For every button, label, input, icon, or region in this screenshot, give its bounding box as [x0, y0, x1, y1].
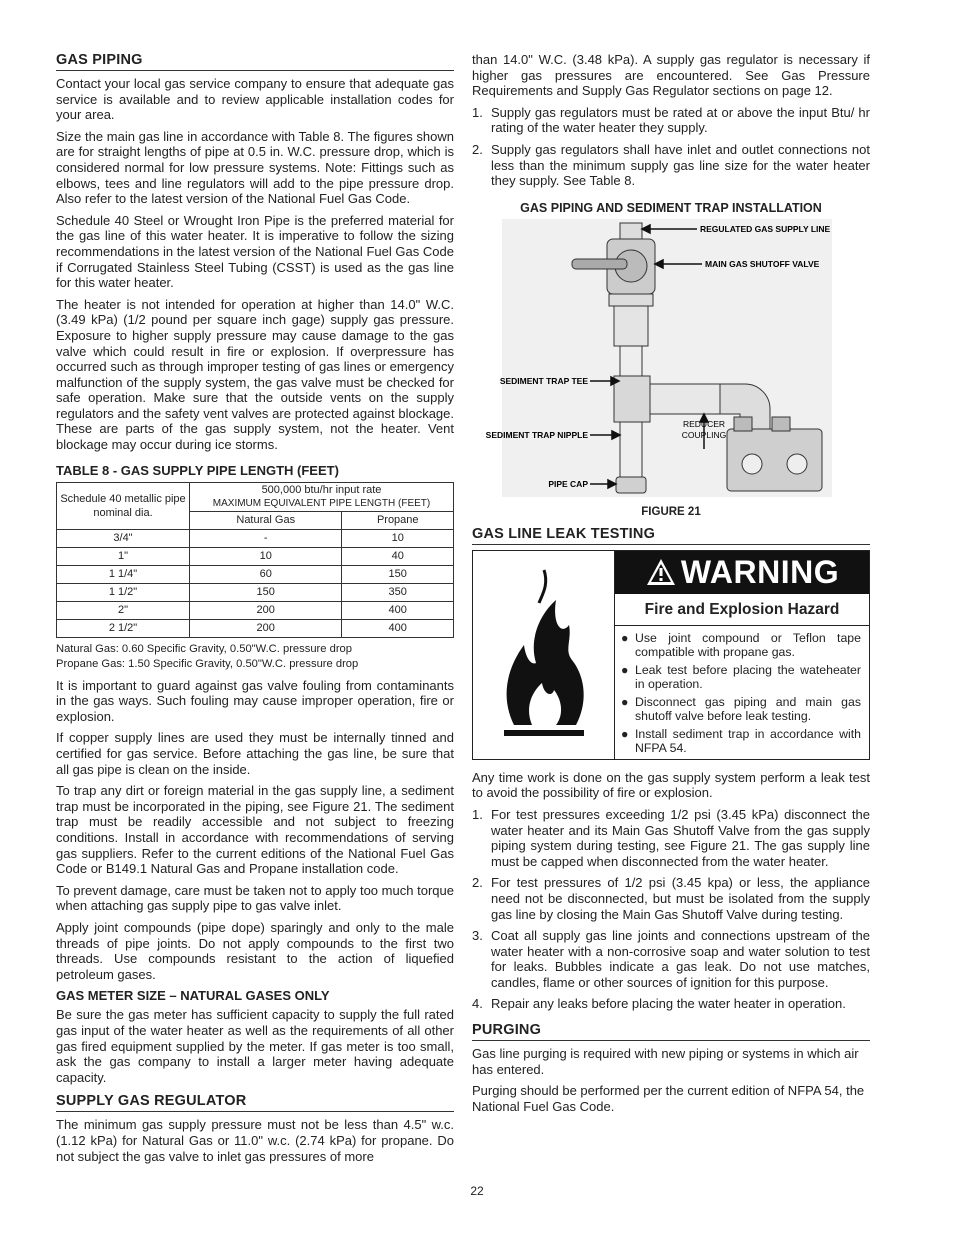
table-row: [57, 601, 454, 619]
table-row: [57, 565, 454, 583]
sediment-trap-tee: [614, 376, 650, 422]
warning-item: [621, 631, 861, 659]
paragraph: It is important to guard against gas valve fouling from contaminants in the gas ways. Such fouling may cause improper operation, fire or explosion.: [56, 677, 454, 724]
valve-dial-right: [787, 454, 807, 474]
leak-testing-heading: GAS LINE LEAK TESTING: [472, 526, 870, 545]
list-item: [472, 875, 870, 922]
list-item: [472, 807, 870, 869]
table-row: [57, 547, 454, 565]
cell-propane: 350: [342, 583, 454, 601]
warning-item: [621, 663, 861, 691]
bullet: ●: [621, 726, 629, 741]
flame-icon: [494, 565, 594, 745]
warning-text: Install sediment trap in accordance with NFPA 54.: [635, 726, 861, 755]
note-propane: Propane Gas: 1.50 Specific Gravity, 0.50"W.C. pressure drop: [56, 657, 359, 670]
table-header-group: [190, 482, 454, 511]
list-number: 1.: [472, 806, 483, 822]
cell-propane: 400: [342, 619, 454, 637]
cell-natural: -: [190, 529, 342, 547]
paragraph: To trap any dirt or foreign material in the gas supply line, a sediment trap must be incorporated in the piping, see Figure 21. The sediment trap must be readily accessible and not subject to freezing conditions. Install in accordance with recommendations of serving gas suppliers. Refer to the current editions of the National Fuel Gas Code or B149.1 Natural Gas and Propane installation code.: [56, 783, 454, 877]
figure-21: [472, 201, 870, 518]
table-note: [56, 642, 454, 672]
warning-item: [621, 727, 861, 755]
table8: [56, 482, 454, 638]
paragraph: Gas line purging is required with new piping or systems in which air has entered.: [472, 1046, 859, 1077]
meter-heading: GAS METER SIZE – NATURAL GASES ONLY: [56, 988, 330, 1004]
paragraph: Apply joint compounds (pipe dope) sparingly and only to the male threads of pipe joints. Do not apply compounds to the first two threads. Use compounds resistant to the action of liquefied petroleum gases.: [56, 919, 454, 982]
bullet: ●: [621, 662, 629, 677]
paragraph: The heater is not intended for operation at higher than 14.0" W.C. (3.49 kPa) (1/2 pound per square inch gage) supply gas pressure. Exposure to higher supply pressure may cause damage to the gas valve which could result in fire or explosion. If overpressure has occurred such as through improper testing of gas lines or emergency malfunction of the supply system, the gas valve must be checked for safe operation. Make sure that the outside vents on the supply regulators and the safety vent valves are protected against blockage. These are parts of the gas supply system, not the heater. Vent blockage may occur during ice storms.: [56, 296, 454, 453]
list-text: Coat all supply gas line joints and connections upstream of the water heater with a non-corrosive soap and water solution to test for leaks. Bubbles indicate a gas leak. Do not use matches, candles, flame or other sources of ignition for this purpose.: [491, 928, 870, 990]
label-reducer: REDUCER: [682, 418, 726, 429]
warning-text: Leak test before placing the wateheater in operation.: [635, 662, 861, 691]
list-item: [472, 105, 870, 136]
list-number: 1.: [472, 104, 483, 120]
list-text: Repair any leaks before placing the water heater in operation.: [491, 996, 846, 1012]
cell-propane: 150: [342, 565, 454, 583]
label-cap: PIPE CAP: [548, 478, 588, 489]
table-row: [57, 619, 454, 637]
list-item: [472, 996, 870, 1012]
list-number: 2.: [472, 141, 483, 157]
paragraph: The minimum gas supply pressure must not be less than 4.5" w.c. (1.12 kPa) for Natural Gas or 11.0" w.c. (2.74 kPa) for propane. Do not subject the gas valve to inlet gas pressures of more: [56, 1117, 454, 1164]
gas-piping-heading: GAS PIPING: [56, 52, 454, 71]
list-number: 4.: [472, 996, 483, 1012]
valve-terminal: [772, 417, 790, 431]
table-header-diameter: Schedule 40 metallic pipe nominal dia.: [57, 482, 190, 529]
warning-box: [472, 550, 870, 760]
label-regulated: REGULATED GAS SUPPLY LINE: [700, 223, 831, 234]
cell-propane: 10: [342, 529, 454, 547]
gas-piping-diagram: [472, 219, 870, 499]
group-header-max-length: MAXIMUM EQUIVALENT PIPE LENGTH (FEET): [212, 497, 431, 509]
bullet: ●: [621, 630, 629, 645]
supply-pipe: [620, 223, 642, 241]
table-row: [57, 583, 454, 601]
paragraph: Any time work is done on the gas supply system perform a leak test to avoid the possibility of fire or explosion.: [472, 769, 870, 801]
pipe-union: [609, 294, 653, 306]
valve-handle: [572, 259, 627, 269]
cell-propane: 40: [342, 547, 454, 565]
paragraph: Purging should be performed per the current edition of NFPA 54, the National Fuel Gas Code.: [472, 1083, 865, 1114]
cell-dia: 3/4": [57, 529, 190, 547]
cell-natural: 200: [190, 601, 342, 619]
valve-terminal: [734, 417, 752, 431]
horizontal-pipe: [650, 384, 720, 414]
cell-dia: 1 1/4": [57, 565, 190, 583]
paragraph: Contact your local gas service company to ensure that adequate gas service is available and to review applicable installation codes for your area.: [56, 76, 454, 123]
warning-list: [615, 626, 869, 759]
group-header-rate: 500,000 btu/hr input rate: [261, 483, 382, 496]
list-number: 2.: [472, 875, 483, 891]
paragraph: than 14.0" W.C. (3.48 kPa). A supply gas regulator is necessary if higher gas pressures are encountered. See Gas Pressure Requirements and Supply Gas Regulator sections on page 12.: [472, 52, 870, 99]
sediment-trap-nipple: [620, 422, 642, 477]
label-nipple: SEDIMENT TRAP NIPPLE: [485, 429, 588, 440]
table8-title: TABLE 8 - GAS SUPPLY PIPE LENGTH (FEET): [56, 462, 339, 478]
cell-natural: 150: [190, 583, 342, 601]
list-text: Supply gas regulators shall have inlet and outlet connections not less than the minimum supply gas line size for the water heater they supply. See Table 8.: [491, 141, 870, 189]
list-text: Supply gas regulators must be rated at or above the input Btu/ hr rating of the water heater they supply.: [491, 104, 870, 136]
list-number: 3.: [472, 928, 483, 944]
warning-text: Disconnect gas piping and main gas shutoff valve before leak testing.: [635, 694, 861, 723]
list-text: For test pressures exceeding 1/2 psi (3.45 kPa) disconnect the water heater and its Main Gas Shutoff Valve from the gas supply piping system during testing, see Figure 21. The gas supply line must be capped when disconnected from the water heater.: [491, 806, 870, 869]
table-header-natural: Natural Gas: [190, 511, 342, 529]
leak-test-list: [472, 807, 870, 1012]
warning-text: Use joint compound or Teflon tape compatible with propane gas.: [635, 630, 861, 659]
regulator-list: [472, 105, 870, 189]
page-number: 22: [470, 1184, 484, 1198]
warning-banner: [615, 551, 869, 594]
paragraph: Be sure the gas meter has sufficient capacity to supply the full rated gas input of the water heater as well as the requirements of all other gas fired equipment supplied by the meter. If gas meter is too small, ask the gas company to install a larger meter having adequate capacity.: [56, 1007, 454, 1085]
supply-regulator-heading: SUPPLY GAS REGULATOR: [56, 1093, 454, 1112]
label-coupling: COUPLING: [681, 429, 727, 440]
paragraph: Schedule 40 Steel or Wrought Iron Pipe is the preferred material for the gas line of this water heater. It is imperative to follow the sizing recommendations in the latest version of the National Fuel Gas Code if Corrugated Stainless Steel Tubing (CSST) is used as the gas line for this water heater.: [56, 212, 454, 291]
hazard-title: Fire and Explosion Hazard: [615, 594, 869, 626]
list-text: For test pressures of 1/2 psi (3.45 kpa) or less, the appliance need not be disconnected, but must be isolated from the supply gas line by closing the Main Gas Shutoff Valve during testing.: [491, 875, 870, 922]
list-item: [472, 928, 870, 990]
figure-caption: FIGURE 21: [641, 505, 701, 518]
paragraph: Size the main gas line in accordance with Table 8. The figures shown are for straight lengths of pipe at 0.5 in. W.C. pressure drop, which is considered normal for low pressure systems. Note: Fittings such as elbows, tees and line regulators will add to the pipe pressure drop. Also refer to the latest version of the National Fuel Gas Code.: [56, 128, 454, 207]
valve-dial-left: [742, 454, 762, 474]
bullet: ●: [621, 694, 629, 709]
cell-dia: 1 1/2": [57, 583, 190, 601]
vertical-pipe: [620, 346, 642, 376]
cell-dia: 1": [57, 547, 190, 565]
warning-title: WARNING: [680, 553, 840, 590]
warning-item: [621, 695, 861, 723]
table-row: [57, 529, 454, 547]
list-item: [472, 142, 870, 189]
label-shutoff: MAIN GAS SHUTOFF VALVE: [705, 258, 820, 269]
left-column: [56, 52, 454, 1170]
union-body: [614, 306, 648, 346]
cell-propane: 400: [342, 601, 454, 619]
cell-natural: 60: [190, 565, 342, 583]
paragraph: To prevent damage, care must be taken not to apply too much torque when attaching gas supply pipe to gas valve inlet.: [56, 882, 454, 914]
cell-dia: 2 1/2": [57, 619, 190, 637]
warning-content: [615, 551, 869, 759]
note-natural: Natural Gas: 0.60 Specific Gravity, 0.50"W.C. pressure drop: [56, 642, 353, 655]
cell-natural: 10: [190, 547, 342, 565]
figure-title: GAS PIPING AND SEDIMENT TRAP INSTALLATION: [520, 200, 822, 215]
right-column: [472, 52, 870, 1120]
table-header-propane: Propane: [342, 511, 454, 529]
paragraph: If copper supply lines are used they must be internally tinned and certified for gas service. Before attaching the gas line, be sure that all gas pipe is clean on the inside.: [56, 730, 454, 777]
pipe-cap: [616, 477, 646, 493]
cell-natural: 200: [190, 619, 342, 637]
flame-pictogram: [473, 551, 615, 759]
label-tee: SEDIMENT TRAP TEE: [499, 375, 588, 386]
alert-triangle-icon: [645, 557, 677, 587]
purging-heading: PURGING: [472, 1022, 870, 1041]
cell-dia: 2": [57, 601, 190, 619]
gas-valve: [727, 429, 822, 491]
